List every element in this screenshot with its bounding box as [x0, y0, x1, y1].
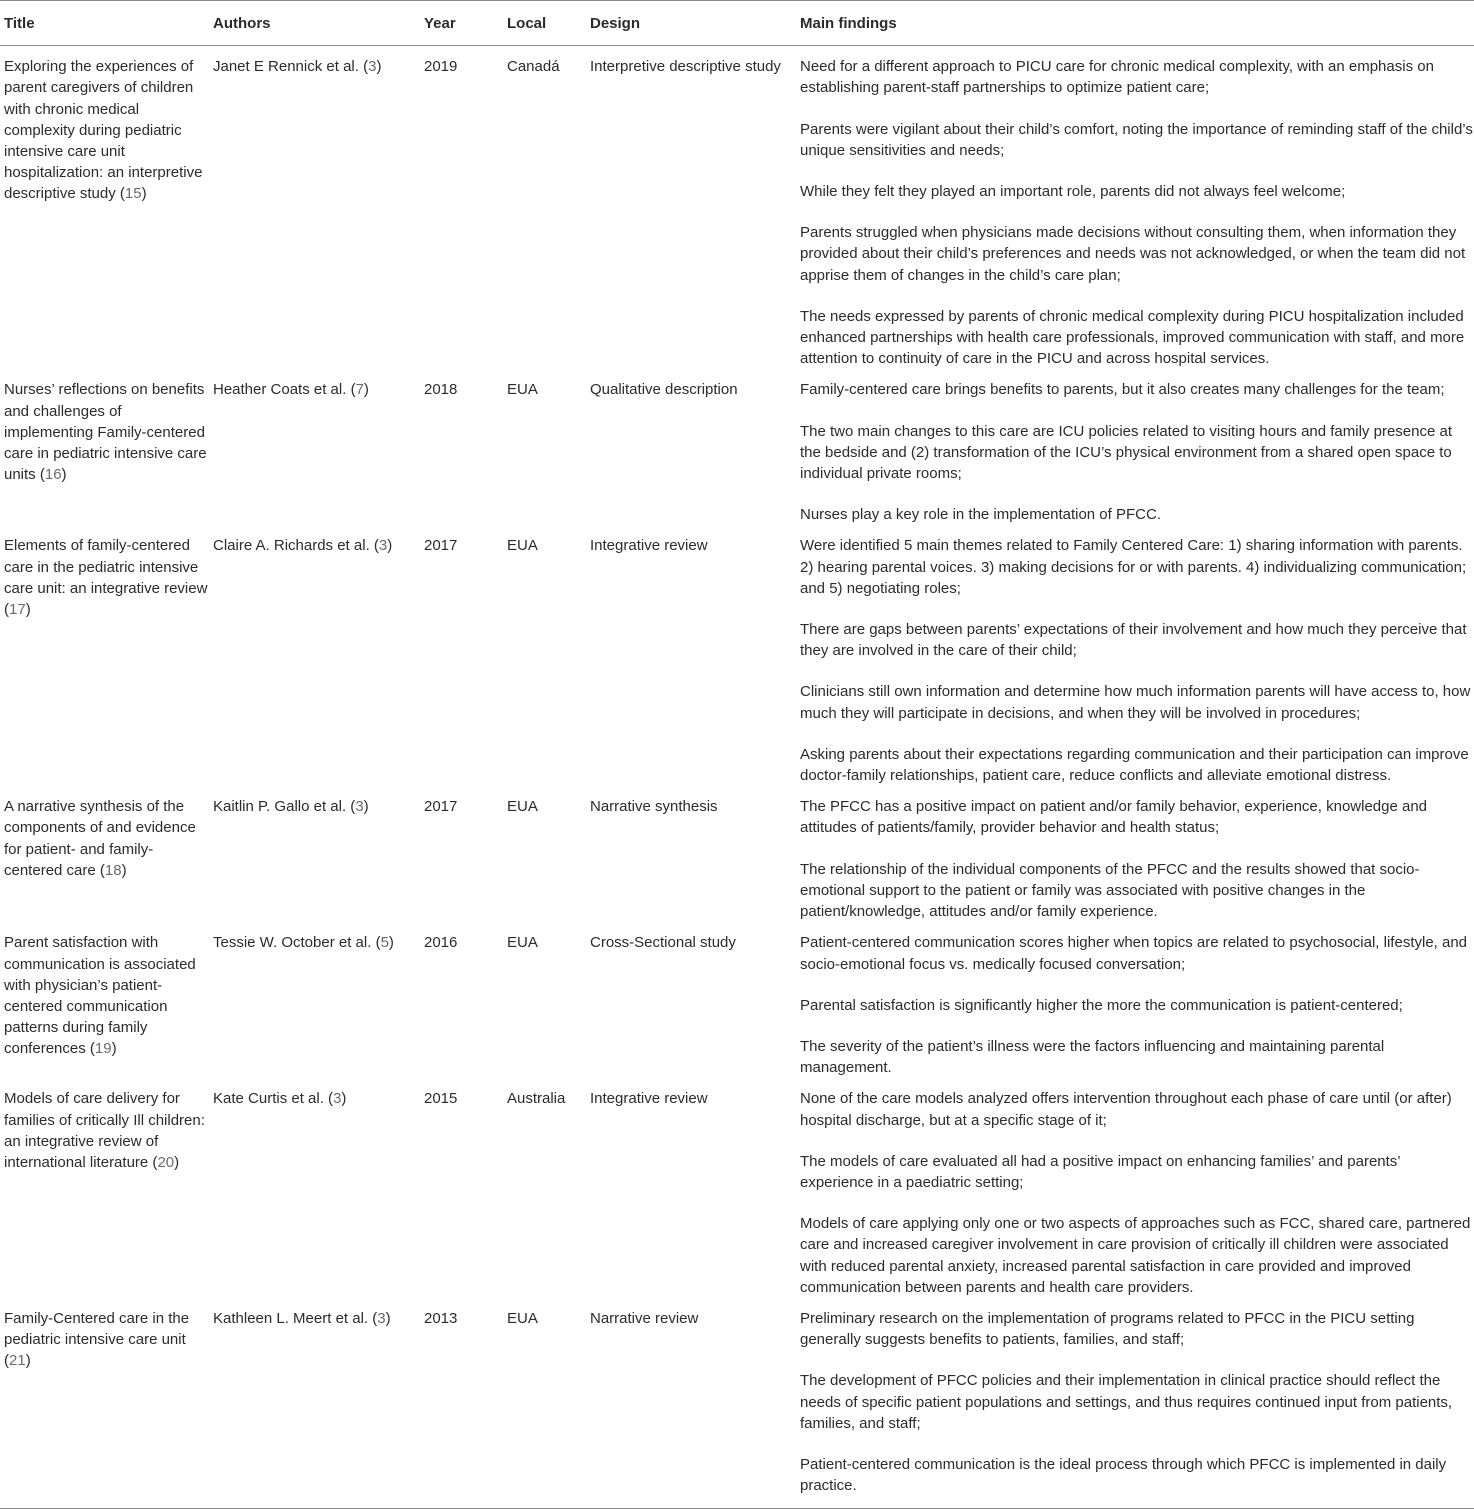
study-title: Models of care delivery for families of critically Ill children: an integrative review of international literature [4, 1090, 205, 1171]
reference-link[interactable]: 5 [380, 934, 389, 952]
cell-findings [796, 786, 1474, 922]
finding-item: While they felt they played an important role, parents did not always feel welcome; [800, 183, 1346, 201]
table-row [0, 922, 1474, 1078]
cell-authors: Heather Coats et al. (7) [213, 381, 369, 399]
reference-link[interactable]: 3 [355, 798, 364, 816]
reference-link[interactable]: 3 [333, 1090, 342, 1108]
header-design: Design [590, 15, 641, 32]
cell-year: 2013 [424, 1309, 458, 1327]
cell-year: 2018 [424, 381, 458, 399]
header-row [0, 1, 1474, 46]
study-title: A narrative synthesis of the components of and evidence for patient- and family-centered care [4, 798, 196, 879]
reference-link[interactable]: 3 [378, 537, 388, 555]
reference-link[interactable]: 16 [44, 466, 62, 484]
reference-link[interactable]: 7 [355, 381, 364, 399]
finding-item: The relationship of the individual components of the PFCC and the results showed that socio-emotional support to the patient or family was associated with positive changes in the patient/knowledge, attitudes and/or family experience. [800, 860, 1420, 921]
table-body [0, 46, 1474, 1509]
reference-link[interactable]: 21 [9, 1352, 26, 1370]
reference-link[interactable]: 3 [377, 1309, 386, 1327]
study-title: Family-Centered care in the pediatric intensive care unit [4, 1309, 190, 1349]
cell-local: EUA [507, 798, 538, 816]
finding-item: There are gaps between parents’ expectations of their involvement and how much they perceive that they are involved in the care of their child; [800, 621, 1467, 660]
finding-item: Asking parents about their expectations regarding communication and their participation can improve doctor-family relationships, patient care, reduce conflicts and alleviate emotional distress. [800, 745, 1469, 785]
cell-local: Australia [507, 1090, 566, 1108]
study-title: Parent satisfaction with communication is associated with physician’s patient-centered communication patterns during family conferences [4, 934, 196, 1058]
cell-title: Nurses’ reflections on benefits and challenges of implementing Family-centered care in pediatric intensive care units (16) [4, 381, 207, 484]
reference-link[interactable]: 20 [157, 1153, 175, 1171]
cell-design: Interpretive descriptive study [590, 58, 781, 76]
cell-title: Models of care delivery for families of critically Ill children: an integrative review of international literature (20) [4, 1090, 205, 1171]
study-authors: Kaitlin P. Gallo et al. [213, 798, 347, 816]
cell-year: 2017 [424, 798, 458, 816]
reference-link[interactable]: 19 [94, 1040, 112, 1058]
header-findings: Main findings [800, 15, 897, 32]
table-header [0, 1, 1474, 46]
cell-title: Parent satisfaction with communication is associated with physician’s patient-centered communication patterns during family conferences (19) [4, 934, 196, 1058]
cell-year: 2017 [424, 537, 458, 555]
finding-item: Were identified 5 main themes related to Family Centered Care: 1) sharing information with parents. 2) hearing parental voices. 3) making decisions for or with parents. 4) individualizing communication; and 5) negotiating roles; [800, 537, 1467, 597]
cell-authors: Kathleen L. Meert et al. (3) [213, 1309, 391, 1327]
cell-local: EUA [507, 934, 538, 952]
cell-authors: Janet E Rennick et al. (3) [213, 58, 382, 76]
cell-findings [796, 1078, 1474, 1298]
reference-link[interactable]: 15 [124, 185, 142, 203]
finding-item: Parents struggled when physicians made decisions without consulting them, when information they provided about their child’s preferences and needs was not acknowledged, or when the team did not apprise them of changes in the child’s care plan; [800, 224, 1466, 284]
cell-title: A narrative synthesis of the components of and evidence for patient- and family-centered care (18) [4, 798, 196, 879]
cell-title: Elements of family-centered care in the pediatric intensive care unit: an integrative review (17) [4, 537, 208, 619]
finding-item: Nurses play a key role in the implementation of PFCC. [800, 506, 1161, 524]
finding-item: The severity of the patient’s illness were the factors influencing and maintaining parental management. [800, 1037, 1385, 1077]
finding-item: Preliminary research on the implementation of programs related to PFCC in the PICU setting generally suggests benefits to patients, families, and staff; [800, 1309, 1415, 1349]
finding-item: Clinicians still own information and determine how much information parents will have access to, how much they will participate in decisions, and when they will be involved in procedures; [800, 683, 1471, 722]
study-authors: Heather Coats et al. [213, 381, 347, 399]
finding-item: Need for a different approach to PICU care for chronic medical complexity, with an emphasis on establishing parent-staff partnerships to optimize patient care; [800, 58, 1434, 97]
finding-item: The models of care evaluated all had a positive impact on enhancing families’ and parents’ experience in a paediatric setting; [800, 1152, 1401, 1191]
cell-findings [796, 1298, 1474, 1509]
cell-findings [796, 369, 1474, 525]
reference-link[interactable]: 18 [104, 861, 122, 879]
header-title: Title [4, 15, 35, 32]
study-title: Elements of family-centered care in the pediatric intensive care unit: an integrative review [4, 537, 208, 597]
cell-design: Narrative review [590, 1309, 699, 1327]
table-row [0, 46, 1474, 370]
finding-item: The needs expressed by parents of chronic medical complexity during PICU hospitalization included enhanced partnerships with health care professionals, improved communication with staff, and more attention to continuity of care in the PICU and across hospital services. [800, 307, 1465, 368]
cell-findings [796, 922, 1474, 1078]
cell-authors: Tessie W. October et al. (5) [213, 934, 394, 952]
finding-item: Patient-centered communication is the ideal process through which PFCC is implemented in daily practice. [800, 1455, 1447, 1495]
cell-year: 2019 [424, 58, 458, 76]
table-row [0, 1298, 1474, 1509]
header-year: Year [424, 15, 456, 32]
table-row [0, 1078, 1474, 1298]
study-authors: Kate Curtis et al. [213, 1090, 324, 1108]
cell-title: Family-Centered care in the pediatric intensive care unit (21) [4, 1309, 190, 1370]
cell-year: 2016 [424, 934, 458, 952]
header-local: Local [507, 15, 547, 32]
study-title: Nurses’ reflections on benefits and challenges of implementing Family-centered care in pediatric intensive care units [4, 381, 207, 484]
finding-item: None of the care models analyzed offers intervention throughout each phase of care until (or after) hospital discharge, but at a specific stage of it; [800, 1090, 1452, 1129]
cell-year: 2015 [424, 1090, 458, 1108]
reference-link[interactable]: 3 [368, 58, 377, 76]
reference-link[interactable]: 17 [9, 601, 26, 619]
finding-item: Parental satisfaction is significantly higher the more the communication is patient-centered; [800, 996, 1403, 1014]
cell-findings [796, 525, 1474, 786]
table-row [0, 369, 1474, 525]
study-authors: Tessie W. October et al. [213, 934, 372, 952]
study-authors: Claire A. Richards et al. [213, 537, 370, 555]
study-authors: Janet E Rennick et al. [213, 58, 359, 76]
finding-item: Patient-centered communication scores higher when topics are related to psychosocial, lifestyle, and socio-emotional focus vs. medically focused conversation; [800, 934, 1468, 973]
cell-title: Exploring the experiences of parent caregivers of children with chronic medical complexity during pediatric intensive care unit hospitalization: an interpretive descriptive study (15) [4, 58, 203, 203]
finding-item: Parents were vigilant about their child’s comfort, noting the importance of reminding staff of the child’s unique sensitivities and needs; [800, 120, 1473, 159]
cell-authors: Kate Curtis et al. (3) [213, 1090, 347, 1108]
finding-item: The development of PFCC policies and their implementation in clinical practice should reflect the needs of specific patient populations and settings, and thus requires continued input from patients, families, and staff; [800, 1372, 1453, 1432]
cell-design: Integrative review [590, 1090, 708, 1108]
finding-item: The two main changes to this care are ICU policies related to visiting hours and family presence at the bedside and (2) transformation of the ICU’s physical environment from a shared open space to individual private rooms; [800, 422, 1452, 483]
finding-item: Family-centered care brings benefits to parents, but it also creates many challenges for the team; [800, 381, 1445, 399]
table-row [0, 786, 1474, 922]
cell-authors: Claire A. Richards et al. (3) [213, 537, 393, 555]
finding-item: The PFCC has a positive impact on patient and/or family behavior, experience, knowledge and attitudes of patients/family, provider behavior and health status; [800, 798, 1428, 837]
study-title: Exploring the experiences of parent caregivers of children with chronic medical complexity during pediatric intensive care unit hospitalization: an interpretive descriptive study [4, 58, 203, 203]
cell-local: EUA [507, 381, 538, 399]
cell-local: EUA [507, 537, 538, 555]
cell-design: Narrative synthesis [590, 798, 718, 816]
cell-local: Canadá [507, 58, 560, 76]
finding-item: Models of care applying only one or two aspects of approaches such as FCC, shared care, partnered care and increased caregiver involvement in care provision of critically ill children were associated with reduced parental anxiety, increased parental satisfaction in care provided and improved communication between parents and health care providers. [800, 1215, 1471, 1296]
cell-design: Cross-Sectional study [590, 934, 736, 952]
cell-design: Qualitative description [590, 381, 738, 399]
table-row [0, 525, 1474, 786]
cell-findings [796, 46, 1474, 370]
header-authors: Authors [213, 15, 271, 32]
cell-local: EUA [507, 1309, 538, 1327]
cell-design: Integrative review [590, 537, 708, 555]
study-authors: Kathleen L. Meert et al. [213, 1309, 369, 1327]
cell-authors: Kaitlin P. Gallo et al. (3) [213, 798, 369, 816]
